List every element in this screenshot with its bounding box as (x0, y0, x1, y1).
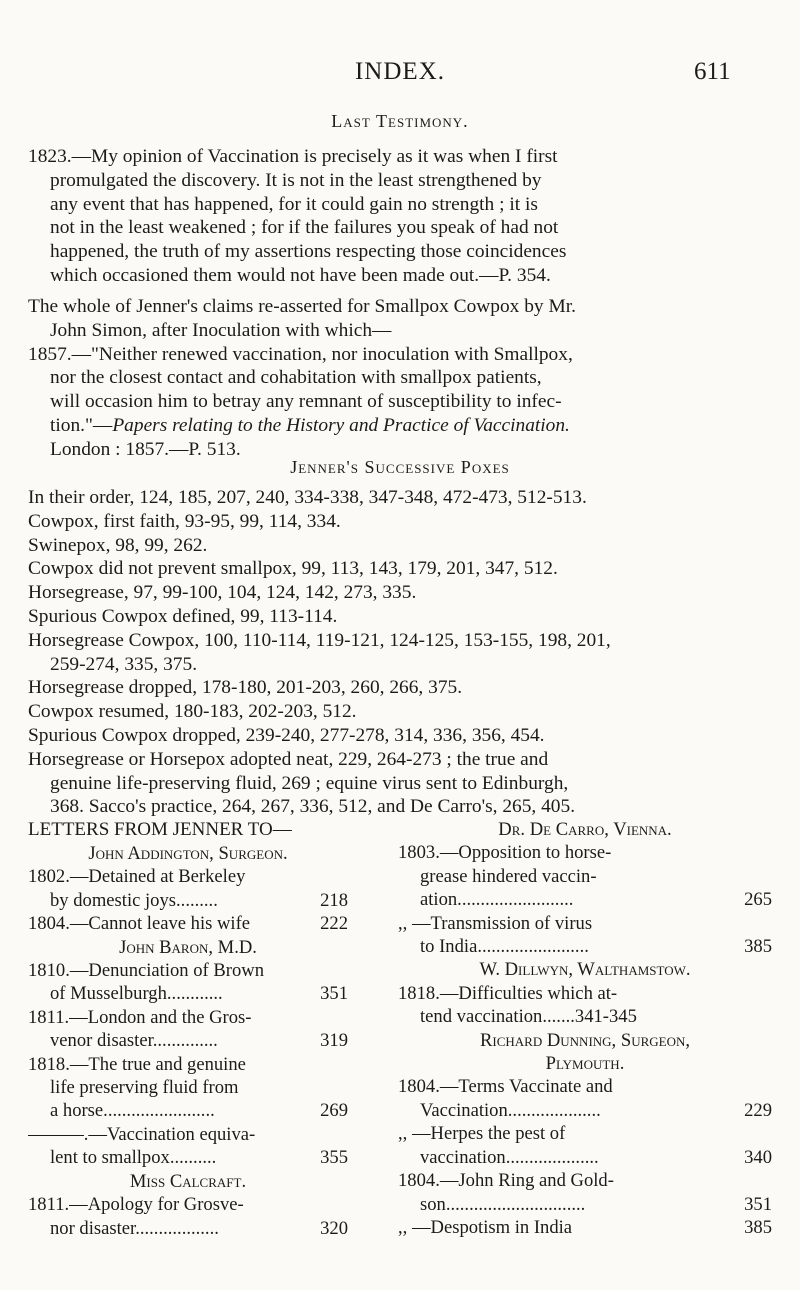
entry-page (342, 1123, 348, 1146)
index-line: 259-274, 335, 375. (50, 653, 198, 675)
paragraph-line: which occasioned them would not have been made out.—P. 354. (50, 264, 551, 286)
letter-entry (28, 1193, 348, 1216)
entry-text: 1804.—Terms Vaccinate and (398, 1076, 613, 1098)
letter-entry (28, 1146, 348, 1169)
correspondent-name: Richard Dunning, Surgeon, (479, 1029, 691, 1051)
letter-entry (398, 912, 772, 935)
letter-entry (28, 1006, 348, 1029)
paragraph-line: happened, the truth of my assertions respecting those coincidences (50, 241, 567, 263)
letter-entry (28, 889, 348, 912)
running-title: INDEX. (354, 58, 445, 85)
page-number: 611 (694, 58, 731, 85)
paragraph-line: not in the least weakened ; for if the failures you speak of had not (50, 217, 559, 239)
entry-page: 340 (744, 1146, 772, 1168)
letter-entry (398, 935, 772, 958)
quote-source-title: Papers relating to the History and Practice of Vaccination. (112, 414, 570, 436)
last-testimony-heading: Last Testimony. (331, 111, 469, 131)
correspondent-name: John Addington, Surgeon. (88, 843, 288, 864)
entry-text: 1804.—John Ring and Gold- (398, 1170, 614, 1192)
letter-entry (398, 1075, 772, 1098)
letter-entry (398, 1146, 772, 1169)
entry-text: tend vaccination.......341-345 (420, 1006, 637, 1028)
entry-text: 1811.—London and the Gros- (28, 1006, 252, 1028)
entry-page (342, 1053, 348, 1076)
paragraph-line: any event that has happened, for it could gain no strength ; it is (50, 193, 538, 215)
letter-entry (398, 982, 772, 1005)
intro-line: The whole of Jenner's claims re-asserted for Smallpox Cowpox by Mr. (28, 296, 576, 317)
entry-text: ,, —Despotism in India (398, 1216, 573, 1238)
letter-entry (28, 912, 348, 935)
entry-page (766, 865, 772, 888)
letter-entry (28, 1053, 348, 1076)
paragraph-line: 1823.—My opinion of Vaccination is precisely as it was when I first (28, 146, 558, 167)
quote-line: 1857.—"Neither renewed vaccination, nor inoculation with Smallpox, (28, 343, 573, 365)
index-line: Horsegrease, 97, 99-100, 104, 124, 142, 273, 335. (28, 582, 417, 604)
quote-line: will occasion him to betray any remnant of susceptibility to infec- (50, 391, 562, 413)
correspondent-name: Dr. De Carro, Vienna. (498, 819, 672, 840)
letter-entry (398, 1169, 772, 1192)
letter-entry (398, 888, 772, 911)
correspondent-name: Plymouth. (545, 1053, 625, 1075)
entry-page (766, 982, 772, 1005)
successive-poxes-heading: Jenner's Successive Poxes (290, 457, 510, 477)
correspondent-name: W. Dillwyn, Walthamstow. (479, 959, 691, 981)
index-line: 368. Sacco's practice, 264, 267, 336, 512, and De Carro's, 265, 405. (50, 796, 576, 818)
letters-right-column (398, 818, 772, 1239)
letter-entry (28, 865, 348, 888)
entry-text: 1811.—Apology for Grosve- (28, 1194, 244, 1216)
entry-text: 1810.—Denunciation of Brown (28, 960, 264, 982)
index-line: Cowpox resumed, 180-183, 202-203, 512. (28, 701, 357, 723)
letter-entry (28, 1217, 348, 1240)
correspondent-name: Miss Calcraft. (129, 1170, 247, 1192)
entry-page: 222 (320, 913, 348, 935)
entry-text: 1802.—Detained at Berkeley (28, 866, 246, 888)
index-line: Horsegrease Cowpox, 100, 110-114, 119-121, 124-125, 153-155, 198, 201, (28, 629, 611, 651)
entry-text: nor disaster.................. (50, 1217, 219, 1239)
entry-text: grease hindered vaccin- (420, 865, 597, 887)
entry-page: 385 (744, 936, 772, 958)
entry-page: 229 (744, 1099, 772, 1121)
entry-page: 351 (744, 1193, 772, 1215)
index-line: genuine life-preserving fluid, 269 ; equine virus sent to Edinburgh, (50, 772, 569, 794)
successive-poxes-list (28, 486, 772, 819)
entry-text: 1818.—Difficulties which at- (398, 982, 618, 1004)
entry-page: 385 (744, 1216, 772, 1238)
intro-line: John Simon, after Inoculation with which— (50, 319, 392, 341)
letter-entry (28, 1076, 348, 1099)
index-line: Horsegrease or Horsepox adopted neat, 229, 264-273 ; the true and (28, 748, 549, 770)
entry-page (766, 1075, 772, 1098)
entry-text: lent to smallpox.......... (50, 1147, 217, 1169)
index-line: Cowpox, first faith, 93-95, 99, 114, 334. (28, 510, 341, 532)
last-testimony-paragraph (28, 145, 772, 288)
entry-page (342, 865, 348, 888)
entry-page: 355 (320, 1147, 348, 1169)
letters-heading: LETTERS FROM JENNER TO— (28, 819, 292, 840)
entry-text: 1804.—Cannot leave his wife (28, 913, 251, 935)
letter-entry (28, 1123, 348, 1146)
index-line: Horsegrease dropped, 178-180, 201-203, 260, 266, 375. (28, 677, 463, 699)
letter-entry (28, 959, 348, 982)
quote-source-line: London : 1857.—P. 513. (50, 438, 241, 460)
entry-text: to India........................ (420, 936, 589, 958)
letter-entry (398, 1193, 772, 1216)
entry-page: 351 (320, 983, 348, 1005)
entry-page (342, 959, 348, 982)
entry-text: ,, —Transmission of virus (398, 912, 593, 934)
entry-page (766, 912, 772, 935)
index-line: Spurious Cowpox dropped, 239-240, 277-278, 314, 336, 356, 454. (28, 724, 545, 746)
letter-entry (398, 841, 772, 864)
entry-text: vaccination.................... (420, 1146, 599, 1168)
entry-page (766, 1005, 772, 1028)
letter-entry (398, 1122, 772, 1145)
entry-page: 320 (320, 1217, 348, 1239)
index-line: Spurious Cowpox defined, 99, 113-114. (28, 605, 338, 627)
entry-page: 265 (744, 889, 772, 911)
entry-page: 319 (320, 1030, 348, 1052)
entry-text: of Musselburgh............ (50, 983, 223, 1005)
entry-page: 218 (320, 889, 348, 911)
index-line: Cowpox did not prevent smallpox, 99, 113, 143, 179, 201, 347, 512. (28, 558, 558, 580)
correspondent-name: John Baron, M.D. (119, 936, 257, 958)
entry-page (766, 841, 772, 864)
letter-entry (398, 1216, 772, 1239)
entry-text: 1803.—Opposition to horse- (398, 842, 612, 864)
letter-entry (28, 1029, 348, 1052)
entry-page (342, 1006, 348, 1029)
letter-entry (398, 1005, 772, 1028)
entry-text: ———.—Vaccination equiva- (28, 1123, 256, 1145)
paragraph-line: promulgated the discovery. It is not in the least strengthened by (50, 169, 542, 191)
entry-page (342, 1076, 348, 1099)
quote-line: nor the closest contact and cohabitation with smallpox patients, (50, 367, 542, 389)
letter-entry (28, 1099, 348, 1122)
entry-page: 269 (320, 1100, 348, 1122)
entry-page (342, 1193, 348, 1216)
index-line: Swinepox, 98, 99, 262. (28, 534, 208, 556)
entry-text: life preserving fluid from (50, 1077, 239, 1099)
entry-page (766, 1169, 772, 1192)
entry-text: Vaccination.................... (420, 1099, 601, 1121)
entry-text: venor disaster.............. (50, 1030, 218, 1052)
entry-text: by domestic joys......... (50, 889, 218, 911)
entry-text: 1818.—The true and genuine (28, 1053, 246, 1075)
quote-line: tion."—Papers relating to the History and Practice of Vaccination. (50, 414, 570, 436)
entry-text: ation......................... (420, 889, 574, 911)
letters-left-column (28, 842, 348, 1240)
letter-entry (398, 1099, 772, 1122)
letter-entry (28, 982, 348, 1005)
letter-entry (398, 865, 772, 888)
index-line: In their order, 124, 185, 207, 240, 334-338, 347-348, 472-473, 512-513. (28, 487, 587, 508)
entry-text: a horse........................ (50, 1100, 215, 1122)
simon-claims-paragraph (28, 295, 772, 462)
entry-text: ,, —Herpes the pest of (398, 1123, 566, 1145)
entry-page (766, 1122, 772, 1145)
entry-text: son.............................. (420, 1193, 586, 1215)
